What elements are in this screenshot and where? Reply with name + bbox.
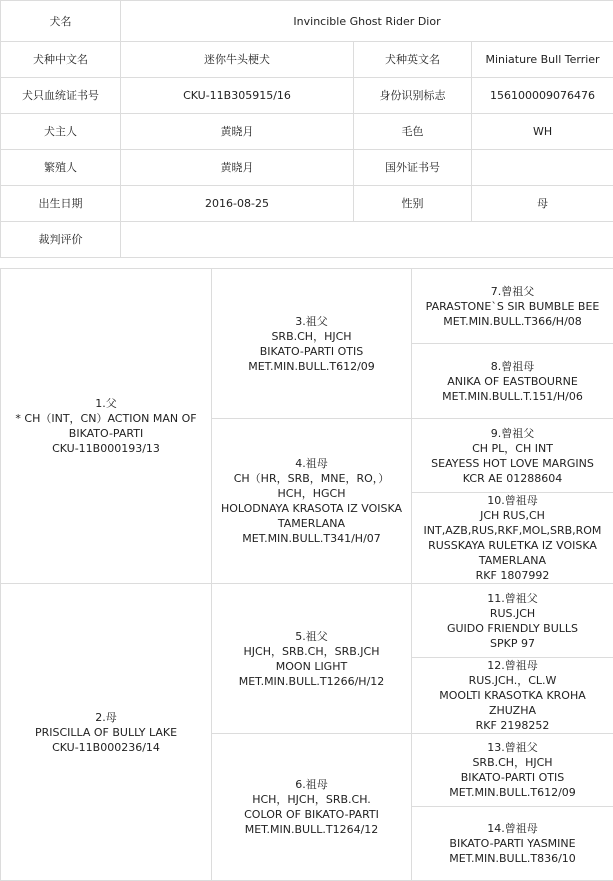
grandsire-paternal-cell: [212, 269, 412, 419]
pedigree-line: CH PL，CH INT: [414, 441, 611, 456]
pedigree-position-label: 9.曾祖父: [414, 426, 611, 441]
sex-value: 母: [472, 186, 613, 222]
pedigree-line: MET.MIN.BULL.T341/H/07: [214, 531, 409, 546]
foreign-cert-label: 国外证书号: [354, 150, 472, 186]
dam-cell: [1, 584, 212, 881]
pedigree-line: PRISCILLA OF BULLY LAKE: [3, 725, 209, 740]
pedigree-line: MOOLTI KRASOTKA KROHA: [414, 688, 611, 703]
pedigree-position-label: 5.祖父: [214, 629, 409, 644]
judge-evaluation-value: [121, 222, 613, 258]
pedigree-line: BIKATO-PARTI OTIS: [414, 770, 611, 785]
breed-en-value: Miniature Bull Terrier: [472, 42, 613, 78]
pedigree-line: COLOR OF BIKATO-PARTI: [214, 807, 409, 822]
coat-color-value: WH: [472, 114, 613, 150]
foreign-cert-value: [472, 150, 613, 186]
pedigree-line: HCH，HJCH，SRB.CH.: [214, 792, 409, 807]
owner-label: 犬主人: [1, 114, 121, 150]
pedigree-line: JCH RUS,CH: [414, 508, 611, 523]
pedigree-position-label: 1.父: [3, 396, 209, 411]
pedigree-line: HCH，HGCH: [214, 486, 409, 501]
pedigree-line: MET.MIN.BULL.T612/09: [214, 359, 409, 374]
pedigree-table: [0, 268, 613, 881]
great-grandsire-11-cell: [412, 584, 613, 658]
pedigree-line: CKU-11B000193/13: [3, 441, 209, 456]
pedigree-line: SPKP 97: [414, 636, 611, 651]
breed-cn-label: 犬种中文名: [1, 42, 121, 78]
breeder-label: 繁殖人: [1, 150, 121, 186]
pedigree-line: RUS.JCH.，CL.W: [414, 673, 611, 688]
pedigree-position-label: 11.曾祖父: [414, 591, 611, 606]
great-granddam-14-cell: [412, 807, 613, 881]
pedigree-line: SRB.CH，HJCH: [214, 329, 409, 344]
pedigree-line: PARASTONE`S SIR BUMBLE BEE: [414, 299, 611, 314]
pedigree-line: ANIKA OF EASTBOURNE: [414, 374, 611, 389]
pedigree-line: KCR AE 01288604: [414, 471, 611, 486]
pedigree-line: ZHUZHA: [414, 703, 611, 718]
pedigree-line: INT,AZB,RUS,RKF,MOL,SRB,ROM: [414, 523, 611, 538]
granddam-maternal-cell: [212, 734, 412, 881]
pedigree-position-label: 10.曾祖母: [414, 493, 611, 508]
breeder-value: 黄晓月: [121, 150, 354, 186]
dog-name-value: Invincible Ghost Rider Dior: [121, 1, 613, 42]
great-granddam-12-cell: [412, 658, 613, 734]
pedigree-line: RUS.JCH: [414, 606, 611, 621]
pedigree-line: SEAYESS HOT LOVE MARGINS: [414, 456, 611, 471]
pedigree-line: HJCH，SRB.CH，SRB.JCH: [214, 644, 409, 659]
great-grandsire-13-cell: [412, 734, 613, 807]
pedigree-position-label: 2.母: [3, 710, 209, 725]
pedigree-position-label: 4.祖母: [214, 456, 409, 471]
pedigree-line: TAMERLANA: [214, 516, 409, 531]
pedigree-line: SRB.CH，HJCH: [414, 755, 611, 770]
sire-cell: [1, 269, 212, 584]
pedigree-line: CH（HR，SRB，MNE，RO，）: [214, 471, 409, 486]
birth-date-value: 2016-08-25: [121, 186, 354, 222]
id-mark-label: 身份识别标志: [354, 78, 472, 114]
pedigree-line: MOON LIGHT: [214, 659, 409, 674]
pedigree-line: MET.MIN.BULL.T612/09: [414, 785, 611, 800]
pedigree-position-label: 14.曾祖母: [414, 821, 611, 836]
pedigree-position-label: 3.祖父: [214, 314, 409, 329]
dog-name-label: 犬名: [1, 1, 121, 42]
granddam-paternal-cell: [212, 419, 412, 584]
dog-info-table: [0, 0, 613, 258]
pedigree-line: * CH（INT，CN）ACTION MAN OF: [3, 411, 209, 426]
pedigree-line: MET.MIN.BULL.T366/H/08: [414, 314, 611, 329]
id-mark-value: 156100009076476: [472, 78, 613, 114]
breed-en-label: 犬种英文名: [354, 42, 472, 78]
pedigree-line: MET.MIN.BULL.T.151/H/06: [414, 389, 611, 404]
pedigree-line: RKF 1807992: [414, 568, 611, 583]
certificate-value: CKU-11B305915/16: [121, 78, 354, 114]
grandsire-maternal-cell: [212, 584, 412, 734]
great-grandsire-9-cell: [412, 419, 613, 493]
pedigree-line: MET.MIN.BULL.T836/10: [414, 851, 611, 866]
pedigree-position-label: 8.曾祖母: [414, 359, 611, 374]
pedigree-position-label: 7.曾祖父: [414, 284, 611, 299]
pedigree-position-label: 6.祖母: [214, 777, 409, 792]
owner-value: 黄晓月: [121, 114, 354, 150]
sex-label: 性别: [354, 186, 472, 222]
pedigree-line: HOLODNAYA KRASOTA IZ VOISKA: [214, 501, 409, 516]
great-granddam-8-cell: [412, 344, 613, 419]
birth-date-label: 出生日期: [1, 186, 121, 222]
breed-cn-value: 迷你牛头梗犬: [121, 42, 354, 78]
great-grandsire-7-cell: [412, 269, 613, 344]
coat-color-label: 毛色: [354, 114, 472, 150]
great-granddam-10-cell: [412, 493, 613, 584]
pedigree-line: BIKATO-PARTI OTIS: [214, 344, 409, 359]
judge-evaluation-label: 裁判评价: [1, 222, 121, 258]
pedigree-line: MET.MIN.BULL.T1264/12: [214, 822, 409, 837]
certificate-label: 犬只血统证书号: [1, 78, 121, 114]
pedigree-line: GUIDO FRIENDLY BULLS: [414, 621, 611, 636]
pedigree-line: RUSSKAYA RULETKA IZ VOISKA: [414, 538, 611, 553]
pedigree-position-label: 13.曾祖父: [414, 740, 611, 755]
pedigree-line: BIKATO-PARTI: [3, 426, 209, 441]
pedigree-line: TAMERLANA: [414, 553, 611, 568]
pedigree-line: BIKATO-PARTI YASMINE: [414, 836, 611, 851]
pedigree-position-label: 12.曾祖母: [414, 658, 611, 673]
pedigree-line: CKU-11B000236/14: [3, 740, 209, 755]
pedigree-line: RKF 2198252: [414, 718, 611, 733]
pedigree-line: MET.MIN.BULL.T1266/H/12: [214, 674, 409, 689]
